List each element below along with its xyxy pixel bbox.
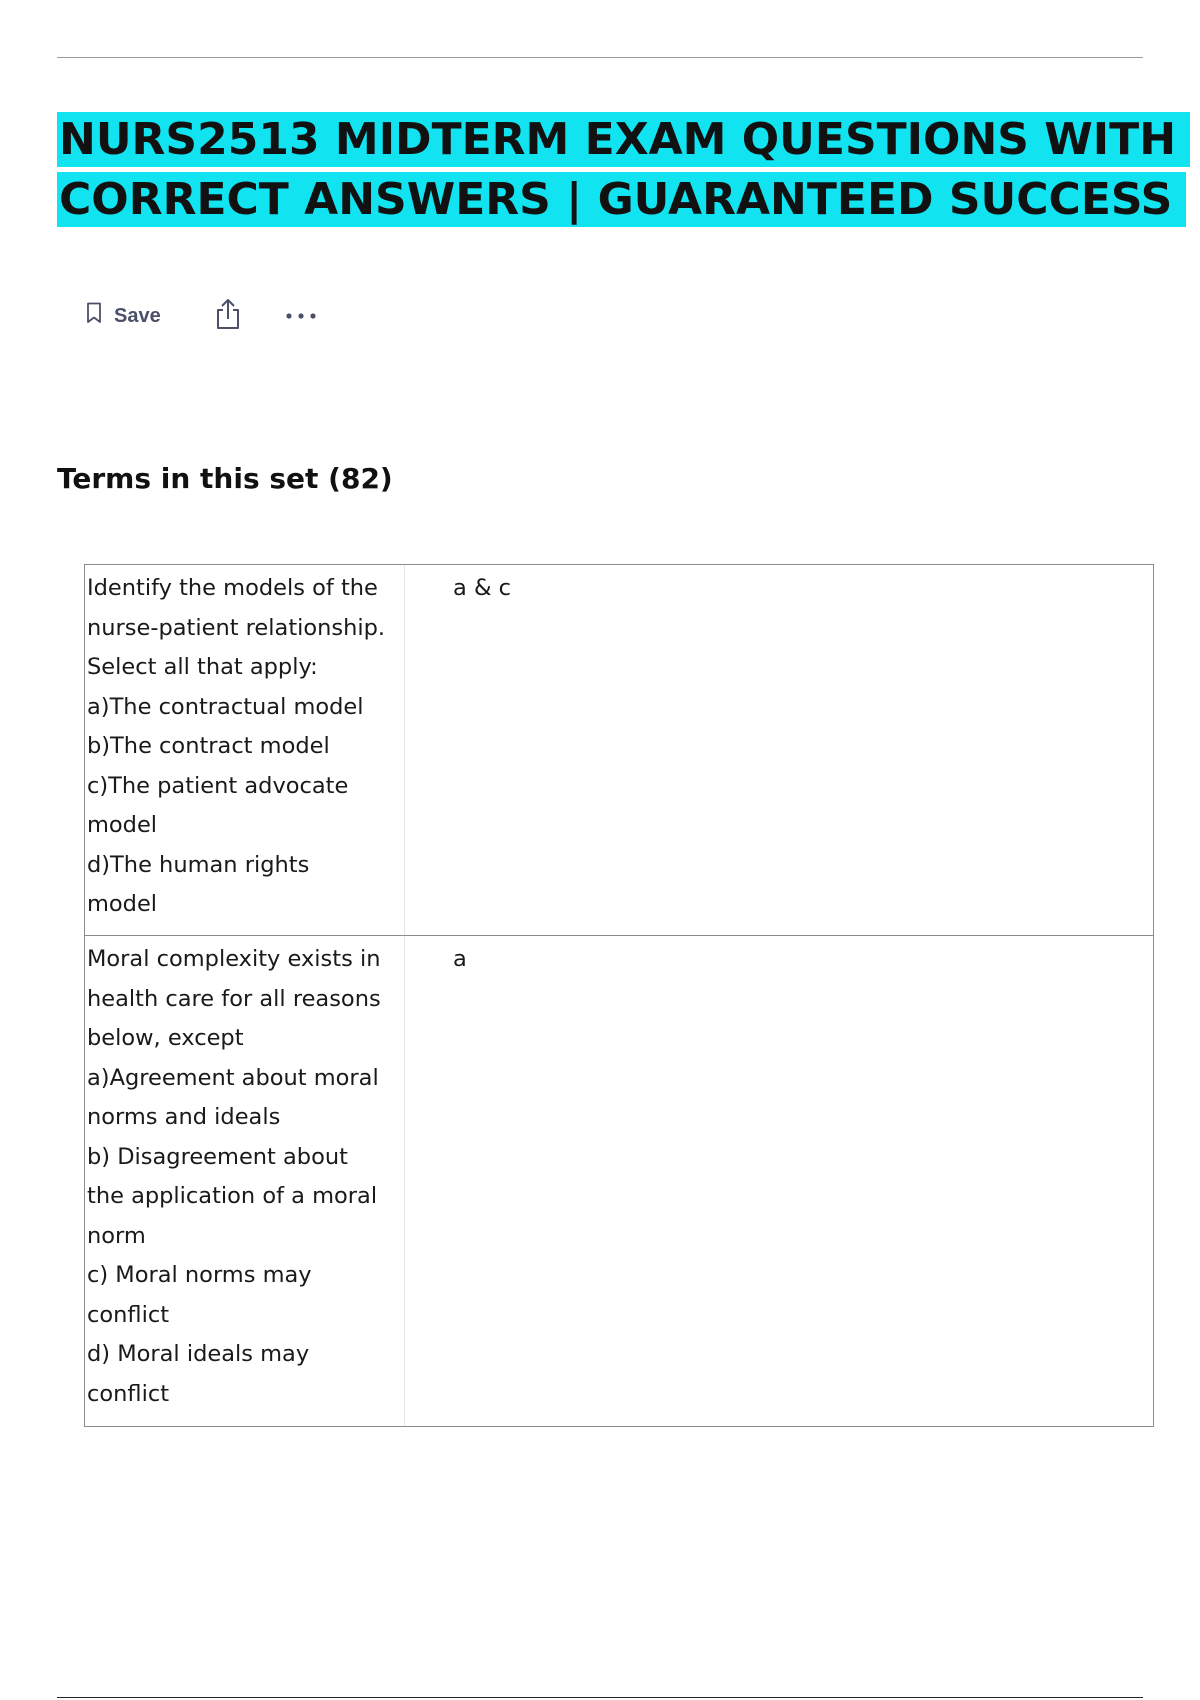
- term-row[interactable]: [85, 565, 1153, 936]
- more-icon: [285, 307, 317, 325]
- term-answer: a & c: [453, 575, 512, 601]
- set-toolbar: [86, 298, 317, 334]
- top-divider: [57, 57, 1143, 58]
- terms-heading: Terms in this set (82): [57, 462, 393, 495]
- term-question: Moral complexity exists in health care for all reasons below, except a)Agreement about moral norms and ideals b) Disagreement about the application of a moral norm c) Moral norms may conflict d) Moral ideals may conflict: [85, 936, 405, 1426]
- title-line-2: CORRECT ANSWERS | GUARANTEED SUCCESS: [57, 172, 1186, 227]
- share-button[interactable]: [213, 298, 243, 335]
- term-row[interactable]: [85, 936, 1153, 1426]
- save-button[interactable]: [86, 302, 161, 330]
- more-options-button[interactable]: [285, 307, 317, 325]
- share-icon: [213, 298, 243, 335]
- bottom-divider: [57, 1697, 1143, 1698]
- save-label: Save: [114, 304, 161, 327]
- title-line-1: NURS2513 MIDTERM EXAM QUESTIONS WITH: [57, 112, 1190, 167]
- bookmark-icon: [86, 302, 102, 330]
- terms-table: [84, 564, 1154, 1427]
- term-answer: a: [453, 946, 467, 972]
- term-question: Identify the models of the nurse-patient relationship. Select all that apply: a)The contractual model b)The contract model c)The patient advocate model d)The human rights model: [85, 565, 405, 935]
- document-title: [57, 110, 1177, 230]
